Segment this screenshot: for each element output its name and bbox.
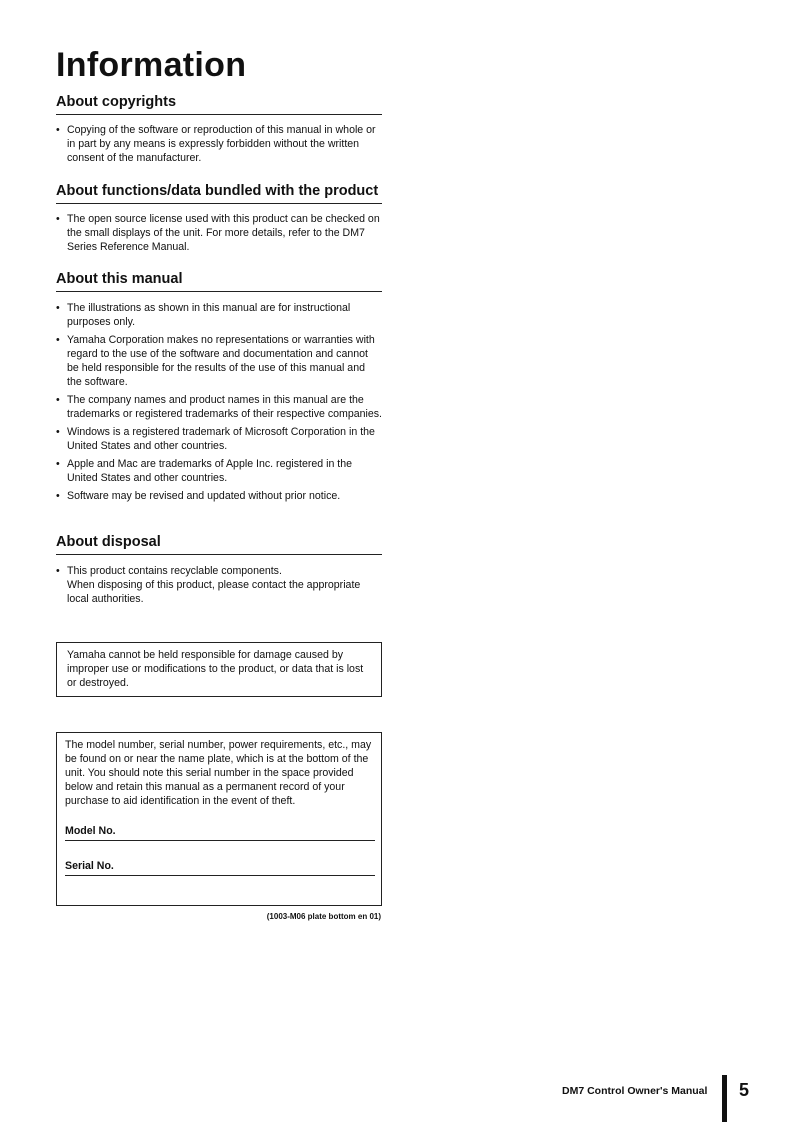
page-number: 5: [739, 1080, 750, 1100]
bullet-icon: •: [56, 124, 60, 136]
page-title: Information: [56, 46, 247, 84]
disclaimer-text: Yamaha cannot be held responsible for damage caused by improper use or modifications to the product, or data that is lost or destroyed.: [67, 649, 364, 689]
bullet-icon: •: [56, 426, 60, 438]
bundled-list: [56, 212, 382, 258]
bullet-icon: •: [56, 565, 60, 577]
model-number-field: Model No.: [65, 824, 375, 841]
manual-list: [56, 301, 382, 507]
bullet-icon: •: [56, 334, 60, 346]
list-item: • Copying of the software or reproduction of this manual in whole or in part by any means is expressly forbidden without the written consent of the manufacturer.: [56, 124, 376, 164]
section-heading-copyrights: About copyrights: [56, 94, 382, 115]
disposal-list: [56, 564, 382, 610]
footer-manual-title: DM7 Control Owner's Manual: [562, 1085, 708, 1097]
list-item: • The illustrations as shown in this manual are for instructional purposes only.: [56, 302, 351, 328]
section-heading-bundled: About functions/data bundled with the product: [56, 183, 382, 204]
list-item: • The company names and product names in this manual are the trademarks or registered trademarks of their respective companies.: [56, 394, 382, 420]
bullet-icon: •: [56, 458, 60, 470]
copyrights-list: [56, 123, 382, 169]
list-item: • Yamaha Corporation makes no representations or warranties with regard to the use of the software and documentation and cannot be held responsible for the results of the use of this manual and the software.: [56, 334, 375, 388]
bullet-icon: •: [56, 394, 60, 406]
bullet-icon: •: [56, 302, 60, 314]
plate-code: (1003-M06 plate bottom en 01): [266, 912, 381, 921]
list-item: • The open source license used with this product can be checked on the small displays of the unit. For more details, refer to the DM7 Series Reference Manual.: [56, 213, 380, 253]
model-serial-box: [56, 732, 382, 906]
model-info-text: The model number, serial number, power requirements, etc., may be found on or near the name plate, which is at the bottom of the unit. You should note this serial number in the space provided below and retain this manual as a permanent record of your purchase to aid identification in the event of theft.: [65, 739, 372, 807]
disclaimer-box: [56, 642, 382, 697]
footer-divider: [722, 1075, 727, 1122]
section-heading-disposal: About disposal: [56, 534, 382, 555]
list-item: • Software may be revised and updated without prior notice.: [56, 490, 341, 502]
bullet-icon: •: [56, 213, 60, 225]
list-item: • This product contains recyclable components. When disposing of this product, please contact the appropriate local authorities.: [56, 565, 361, 605]
section-heading-manual: About this manual: [56, 271, 382, 292]
bullet-icon: •: [56, 490, 60, 502]
serial-number-field: Serial No.: [65, 859, 375, 876]
list-item: • Windows is a registered trademark of Microsoft Corporation in the United States and other countries.: [56, 426, 375, 452]
list-item: • Apple and Mac are trademarks of Apple Inc. registered in the United States and other countries.: [56, 458, 353, 484]
